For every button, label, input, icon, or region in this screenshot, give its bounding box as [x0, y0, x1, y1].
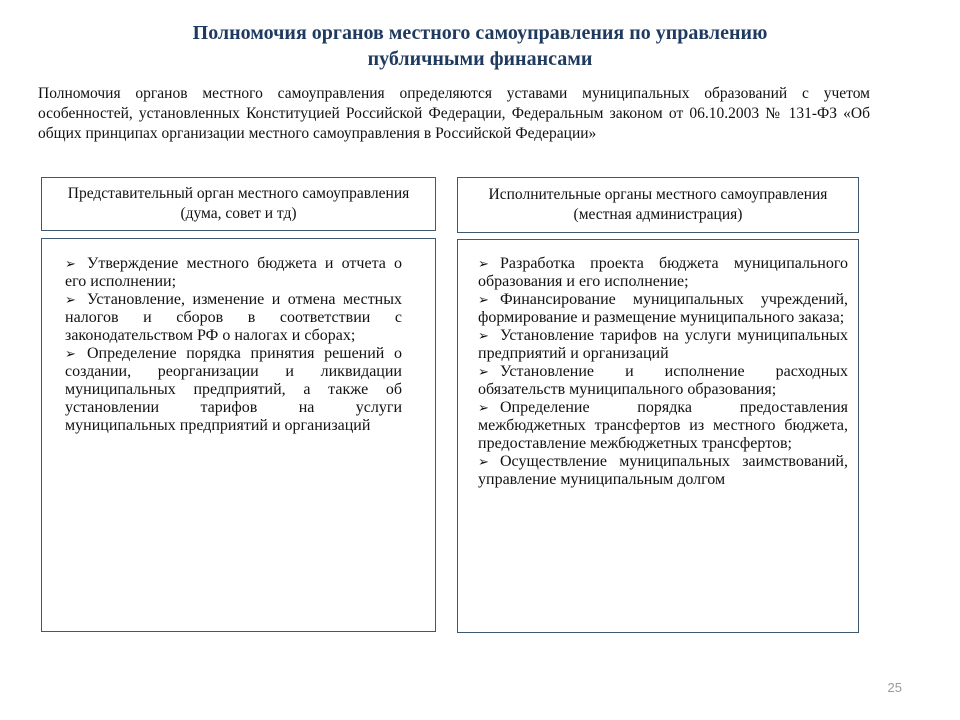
list-item: ➢ Установление и исполнение расходных обязательств муниципального образования;	[478, 363, 848, 398]
right-header-text: Исполнительные органы местного самоуправления (местная администрация)	[488, 186, 828, 223]
list-item: ➢ Финансирование муниципальных учреждений, формирование и размещение муниципального заказа;	[478, 291, 848, 326]
arrow-bullet-icon: ➢	[478, 455, 489, 470]
left-header-box	[41, 177, 436, 231]
arrow-bullet-icon: ➢	[478, 329, 489, 344]
left-list	[65, 255, 402, 435]
arrow-bullet-icon: ➢	[478, 401, 489, 416]
arrow-bullet-icon: ➢	[478, 293, 489, 308]
arrow-bullet-icon: ➢	[65, 257, 76, 272]
list-item: ➢ Определение порядка принятия решений о создании, реорганизации и ликвидации муниципальных предприятий, а также об установлении тарифов на услуги муниципальных предприятий и организаций	[65, 345, 402, 434]
left-header-text: Представительный орган местного самоуправления (дума, совет и тд)	[67, 185, 410, 222]
list-item: ➢ Определение порядка предоставления межбюджетных трансфертов из местного бюджета, предоставление межбюджетных трансфертов;	[478, 399, 848, 452]
right-header-box	[457, 177, 859, 233]
list-item: ➢ Разработка проекта бюджета муниципального образования и его исполнение;	[478, 255, 848, 290]
arrow-bullet-icon: ➢	[478, 257, 489, 272]
intro-paragraph: Полномочия органов местного самоуправления определяются уставами муниципальных образований с учетом особенностей, установленных Конституцией Российской Федерации, Федеральным законом от 06.10.2003 № 131-ФЗ «Об общих принципах организации местного самоуправления в Российской Федерации»	[38, 85, 870, 142]
list-item: ➢ Установление тарифов на услуги муниципальных предприятий и организаций	[478, 327, 848, 362]
right-list	[478, 255, 848, 489]
page-number: 25	[887, 680, 902, 695]
arrow-bullet-icon: ➢	[65, 293, 76, 308]
slide-title	[0, 20, 960, 72]
arrow-bullet-icon: ➢	[65, 347, 76, 362]
list-item: ➢ Осуществление муниципальных заимствований, управление муниципальным долгом	[478, 453, 848, 488]
arrow-bullet-icon: ➢	[478, 365, 489, 380]
list-item: ➢ Утверждение местного бюджета и отчета о его исполнении;	[65, 255, 402, 290]
list-item: ➢ Установление, изменение и отмена местных налогов и сборов в соответствии с законодательством РФ о налогах и сборах;	[65, 291, 402, 344]
title-line-2: публичными финансами	[367, 48, 593, 70]
title-line-1: Полномочия органов местного самоуправления по управлению	[192, 22, 768, 44]
